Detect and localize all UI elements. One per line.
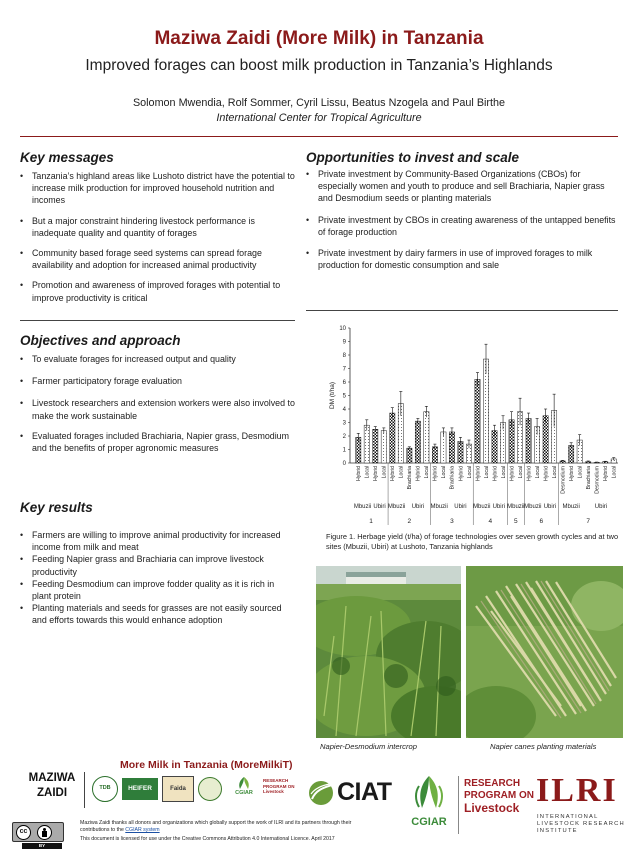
cc-icon: cc [16, 825, 31, 840]
y-tick-label: 6 [342, 380, 346, 386]
objectives-heading: Objectives and approach [20, 333, 181, 348]
y-tick-label: 3 [342, 420, 346, 427]
thanks-text: Maziwa Zaidi thanks all donors and organizations which globally support the work of ILRI and its partners through their contributions to the [80, 820, 352, 833]
x-tick-label: Hybrid [603, 466, 610, 481]
opportunities-section [306, 150, 618, 271]
x-tick-label: Brachiaria [585, 466, 592, 490]
bar [364, 425, 369, 463]
cycle-label: 7 [586, 518, 591, 525]
x-tick-label: Local [381, 466, 388, 479]
site-label: Mbuzii [562, 504, 580, 510]
ilri-sub-3: INSTITUTE [537, 828, 578, 834]
y-tick-label: 1 [342, 447, 346, 454]
poster-title: Maziwa Zaidi (More Milk) in Tanzania [154, 28, 484, 49]
list-item: • Livestock researchers and extension workers were also involved to make the work sustainable [20, 397, 295, 421]
x-tick-label: Desmodium [560, 466, 567, 494]
key-results-heading: Key results [20, 500, 93, 515]
napier-canes-photo [466, 566, 623, 738]
list-item: • Feeding Napier grass and Brachiaria can improve livestock productivity [20, 553, 295, 577]
x-tick-label: Local [398, 466, 405, 479]
napier-desmodium-photo [316, 566, 461, 738]
site-label: Mbuzii [507, 504, 525, 510]
bar [407, 448, 412, 463]
y-tick-label: 5 [342, 393, 346, 400]
x-tick-label: Hybrid [432, 466, 439, 481]
rp-small-logo: RESEARCH PROGRAM ON Livestock [263, 778, 295, 795]
maziwa-line-2: ZAIDI [36, 787, 68, 799]
bar [390, 413, 395, 463]
x-tick-label: Local [611, 466, 618, 479]
list-item: • Evaluated forages included Brachiaria, Napier grass, Desmodium and the benefits of proper agronomic measures [20, 430, 295, 454]
bar [373, 429, 378, 463]
person-icon [37, 825, 52, 840]
site-label: Mbuzii [353, 504, 372, 510]
y-tick-label: 2 [342, 434, 346, 440]
rp-line-2: PROGRAM ON [464, 790, 534, 801]
tdb-logo: TDB [92, 776, 118, 802]
site-label: Mbuzii [473, 504, 491, 510]
y-tick-label: 9 [342, 339, 346, 346]
cgiar-text: CGIAR [411, 816, 447, 828]
x-tick-label: Hybrid [568, 466, 575, 481]
cycle-label: 2 [407, 518, 412, 525]
x-tick-label: Brachiaria [407, 466, 414, 490]
x-tick-label: Hybrid [492, 466, 499, 481]
y-tick-label: 4 [342, 407, 346, 413]
bar [475, 379, 480, 463]
bar [526, 418, 531, 463]
figure-caption: Figure 1. Herbage yield (t/ha) of forage technologies over seven growth cycles and at two sites (Mbuzii, Ubiri) at Lushoto, Tanzania highlands [326, 532, 619, 551]
cycle-label: 5 [513, 518, 518, 525]
x-tick-label: Local [466, 466, 473, 479]
site-label: Ubiri [373, 504, 386, 510]
x-tick-label: Local [441, 466, 448, 479]
ciat-emblem-icon [306, 779, 336, 807]
license-block [80, 820, 380, 843]
y-tick-label: 0 [342, 461, 346, 467]
y-tick-label: 10 [339, 326, 346, 332]
site-label: Mbuzii [524, 504, 542, 510]
program-title: More Milk in Tanzania (MoreMilkiT) [120, 759, 293, 771]
x-tick-label: Hybrid [458, 466, 465, 481]
bar [441, 432, 446, 463]
key-messages-list [20, 170, 295, 304]
list-item: • Feeding Desmodium can improve fodder quality as it is rich in plant protein [20, 578, 295, 602]
rp-line-3: Livestock [464, 801, 520, 815]
section-divider [20, 320, 295, 321]
bar [381, 431, 386, 463]
y-axis-title: DM (t/ha) [329, 381, 336, 410]
list-item: • Promotion and awareness of improved forages with potential to improve productivity is critical [20, 279, 295, 303]
list-item: • Private investment by dairy farmers in use of improved forages to milk production for domestic consumption and sale [306, 247, 618, 271]
y-tick-label: 7 [342, 366, 346, 373]
bar [415, 421, 420, 463]
photo-caption-right: Napier canes planting materials [490, 742, 597, 751]
ilri-subtitle [537, 814, 625, 835]
site-label: Mbuzii [430, 504, 448, 510]
cycle-label: 1 [369, 518, 373, 525]
photo-caption-left: Napier-Desmodium intercrop [320, 742, 417, 751]
x-tick-label: Hybrid [543, 466, 550, 481]
list-item: • Private investment by CBOs in creating awareness of the untapped benefits of forage production [306, 214, 618, 238]
site-label: Ubiri [411, 504, 425, 510]
ilri-sub-2: LIVESTOCK RESEARCH [537, 821, 625, 827]
section-divider [306, 310, 618, 311]
site-label: Mbuzii [387, 504, 406, 510]
cgiar-small-text: CGIAR [235, 790, 253, 796]
list-item: • To evaluate forages for increased output and quality [20, 353, 295, 365]
maziwa-line-1: MAZIWA [28, 772, 76, 784]
cc-by-badge[interactable] [12, 822, 64, 842]
cycle-label: 6 [539, 518, 544, 525]
site-label: Ubiri [492, 504, 505, 510]
footer-divider [84, 772, 85, 808]
list-item: • Community based forage seed systems can spread forage availability and adoption for increased animal productivity [20, 247, 295, 271]
cycle-label: 4 [488, 518, 493, 525]
opportunities-heading: Opportunities to invest and scale [306, 150, 520, 165]
x-tick-label: Hybrid [526, 466, 533, 481]
ilri-logo-text: ILRI [536, 772, 618, 809]
x-tick-label: Local [424, 466, 431, 479]
x-tick-label: Local [500, 466, 507, 479]
cgiar-leaf-icon [234, 776, 254, 790]
list-item: • Planting materials and seeds for grasses are not easily sourced and efforts towards this would enhance adoption [20, 602, 295, 626]
cgiar-system-link[interactable]: CGIAR system [125, 827, 160, 833]
cgiar-logo [406, 774, 452, 838]
key-results-section [20, 500, 295, 627]
y-tick-label: 8 [342, 353, 346, 359]
x-tick-label: Hybrid [390, 466, 397, 481]
x-tick-label: Local [534, 466, 541, 479]
license-text: This document is licensed for use under the Creative Commons Attribution 4.0 International Licence. April 2017 [80, 836, 335, 842]
ciat-logo-text: CIAT [337, 778, 392, 806]
cgiar-wheat-icon [410, 774, 448, 810]
rp-line-1: RESEARCH [464, 778, 521, 789]
bar [424, 412, 429, 463]
site-label: Ubiri [454, 504, 467, 510]
research-program-livestock-logo [464, 778, 534, 814]
list-item: • Farmers are willing to improve animal productivity for increased income from milk and meat [20, 529, 295, 553]
objectives-list [20, 353, 295, 454]
faida-logo: Faida [162, 776, 194, 802]
site-label: Ubiri [543, 504, 557, 510]
cycle-label: 3 [450, 518, 454, 525]
x-tick-label: Local [364, 466, 371, 479]
poster-subtitle: Improved forages can boost milk production in Tanzania’s Highlands [85, 57, 553, 74]
heifer-logo: HEIFER [122, 778, 158, 800]
authors: Solomon Mwendia, Rolf Sommer, Cyril Lissu, Beatus Nzogela and Paul Birthe [132, 97, 506, 109]
cgiar-small-logo [228, 776, 260, 802]
x-tick-label: Brachiaria [449, 466, 456, 490]
x-tick-label: Hybrid [475, 466, 482, 481]
x-tick-label: Local [577, 466, 584, 479]
emblem-icon [198, 777, 222, 801]
x-tick-label: Hybrid [415, 466, 422, 481]
list-item: • Private investment by Community-Based Organizations (CBOs) for especially women and youth to produce and sell Brachiaria, Napier grass and Desmodium seeds or planting materials [306, 168, 618, 205]
x-tick-label: Hybrid [509, 466, 516, 481]
opportunities-list [306, 168, 618, 271]
bar [483, 359, 488, 463]
x-tick-label: Hybrid [373, 466, 380, 481]
rp-divider [458, 776, 459, 834]
header-divider [20, 136, 618, 137]
objectives-section [20, 333, 295, 454]
by-label: BY [22, 843, 62, 849]
x-tick-label: Local [551, 466, 558, 479]
list-item: • But a major constraint hindering livestock performance is inadequate quality and quantity of forages [20, 215, 295, 239]
site-label: Ubiri [594, 504, 608, 510]
bar [449, 432, 454, 463]
x-tick-label: Local [483, 466, 490, 479]
key-results-list [20, 529, 295, 627]
list-item: • Tanzania’s highland areas like Lushoto district have the potential to increase milk production for improved household nutrition and incomes [20, 170, 295, 207]
affiliation: International Center for Tropical Agriculture [216, 112, 422, 124]
x-tick-label: Desmodium [594, 466, 601, 494]
maziwa-zaidi-logo [22, 771, 82, 801]
herbage-yield-chart [322, 318, 622, 530]
list-item: • Farmer participatory forage evaluation [20, 375, 295, 387]
key-messages-section [20, 150, 295, 304]
thanks-text-wrapper [80, 820, 380, 834]
bar [543, 416, 548, 463]
ilri-sub-1: INTERNATIONAL [537, 814, 599, 820]
x-tick-label: Local [517, 466, 524, 479]
x-tick-label: Hybrid [356, 466, 363, 481]
key-messages-heading: Key messages [20, 150, 114, 165]
